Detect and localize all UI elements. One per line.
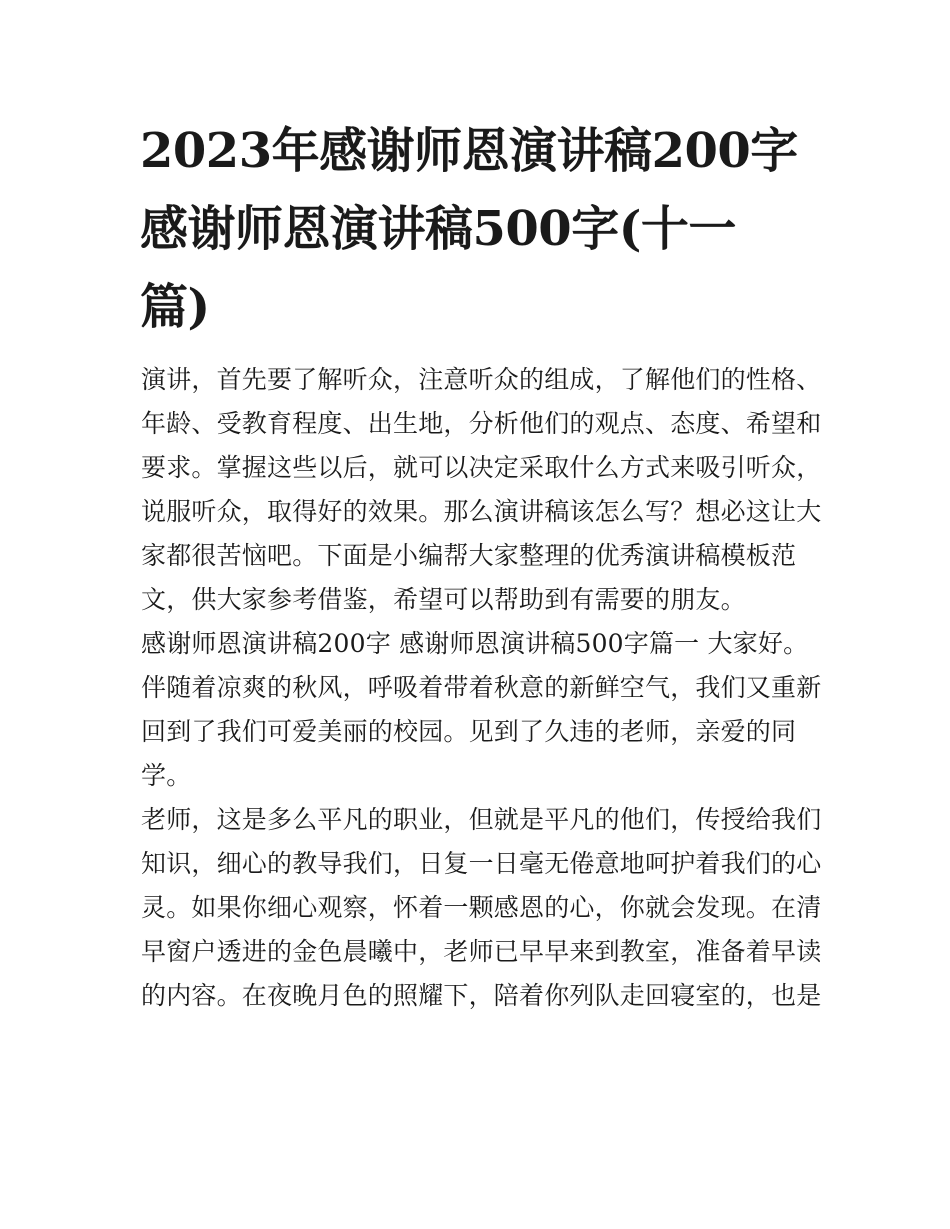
body-line: 学。 [141, 761, 192, 790]
body-line: 年龄、受教育程度、出生地，分析他们的观点、态度、希望和 [141, 409, 822, 438]
body-line: 演讲，首先要了解听众，注意听众的组成，了解他们的性格、 [141, 365, 822, 394]
body-line: 知识，细心的教导我们，日复一日毫无倦意地呵护着我们的心 [141, 849, 822, 878]
title-line: 感谢师恩演讲稿500字(十一 [140, 201, 736, 257]
body-line: 早窗户透进的金色晨曦中，老师已早早来到教室，准备着早读 [141, 937, 822, 966]
body-line: 家都很苦恼吧。下面是小编帮大家整理的优秀演讲稿模板范 [141, 541, 797, 570]
body-line: 文，供大家参考借鉴，希望可以帮助到有需要的朋友。 [141, 585, 746, 614]
body-line: 回到了我们可爱美丽的校园。见到了久违的老师，亲爱的同 [141, 717, 797, 746]
body-line: 伴随着凉爽的秋风，呼吸着带着秋意的新鲜空气，我们又重新 [141, 673, 822, 702]
body-line: 的内容。在夜晚月色的照耀下，陪着你列队走回寝室的，也是 [141, 981, 822, 1010]
body-line: 要求。掌握这些以后，就可以决定采取什么方式来吸引听众， [141, 453, 822, 482]
title-line: 2023年感谢师恩演讲稿200字 [140, 123, 798, 179]
body-line: 老师，这是多么平凡的职业，但就是平凡的他们，传授给我们 [141, 805, 822, 834]
body-line: 感谢师恩演讲稿200字 感谢师恩演讲稿500字篇一 大家好。 [141, 629, 809, 658]
title-line: 篇) [140, 279, 210, 335]
document-title [140, 112, 820, 346]
body-line: 灵。如果你细心观察，怀着一颗感恩的心，你就会发现。在清 [141, 893, 822, 922]
body-line: 说服听众，取得好的效果。那么演讲稿该怎么写？想必这让大 [141, 497, 822, 526]
document-body [141, 358, 831, 1018]
